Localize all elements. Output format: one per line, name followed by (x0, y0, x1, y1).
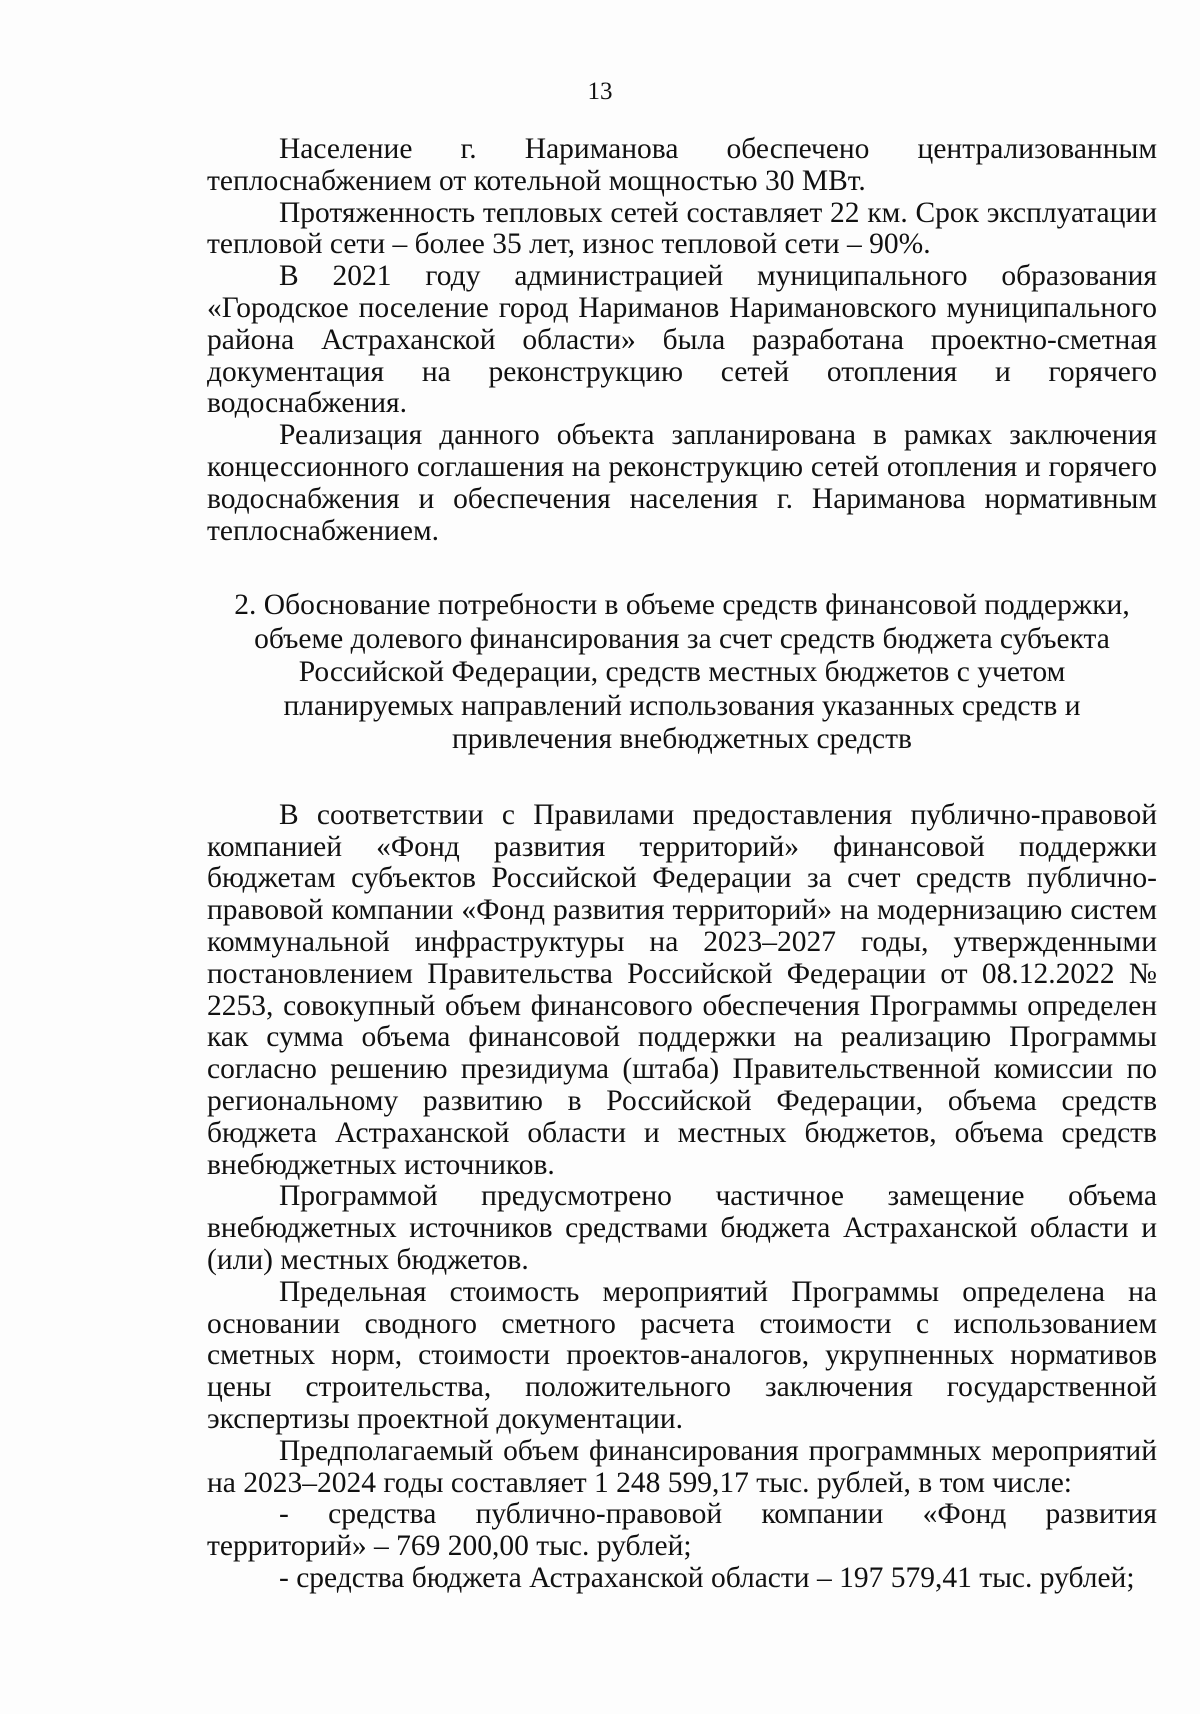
section-heading (207, 589, 1157, 757)
section-heading-line: Российской Федерации, средств местных бюджетов с учетом (298, 656, 1066, 689)
paragraph-heat-supply: Население г. Нариманова обеспечено централизованным теплоснабжением от котельной мощностью 30 МВт. (207, 133, 1157, 197)
section-heading-line: 2. Обоснование потребности в объеме средств финансовой поддержки, (234, 589, 1130, 622)
paragraph-design-documentation: В 2021 году администрацией муниципального образования «Городское поселение город Нариманов Наримановского муниципального района Астраханской области» была разработана проектно-сметная документация на реконструкцию сетей отопления и горячего водоснабжения. (207, 260, 1157, 420)
section-heading-line: планируемых направлений использования указанных средств и (283, 689, 1081, 722)
paragraph-financing-total: Предполагаемый объем финансирования программных мероприятий на 2023–2024 годы составляет 1 248 599,17 тыс. рублей, в том числе: (207, 1434, 1157, 1499)
list-item-fund-resources: - средства публично-правовой компании «Фонд развития территорий» – 769 200,00 тыс. рублей; (207, 1498, 1157, 1563)
section-heading-line: объеме долевого финансирования за счет средств бюджета субъекта (254, 622, 1110, 655)
section-heading-line: привлечения внебюджетных средств (452, 723, 912, 756)
page-number: 13 (587, 78, 613, 105)
paragraph-concession: Реализация данного объекта запланирована в рамках заключения концессионного соглашения на реконструкцию сетей отопления и горячего водоснабжения и обеспечения населения г. Нариманова нормативным теплоснабжением. (207, 419, 1157, 547)
paragraph-network-length: Протяженность тепловых сетей составляет 22 км. Срок эксплуатации тепловой сети – более 35 лет, износ тепловой сети – 90%. (207, 196, 1157, 261)
list-item-regional-budget: - средства бюджета Астраханской области – 197 579,41 тыс. рублей; (279, 1561, 1135, 1594)
document-body (207, 134, 1157, 1595)
paragraph-cost-limit: Предельная стоимость мероприятий Программы определена на основании сводного сметного расчета стоимости с использованием сметных норм, стоимости проектов-аналогов, укрупненных нормативов цены строительства, положительного заключения государственной экспертизы проектной документации. (207, 1275, 1157, 1435)
paragraph-rules: В соответствии с Правилами предоставления публично-правовой компанией «Фонд развития территорий» финансовой поддержки бюджетам субъектов Российской Федерации за счет средств публично-правовой компании «Фонд развития территорий» на модернизацию систем коммунальной инфраструктуры на 2023–2027 годы, утвержденными постановлением Правительства Российской Федерации от 08.12.2022 № 2253, совокупный объем финансового обеспечения Программы определен как сумма объема финансовой поддержки на реализацию Программы согласно решению президиума (штаба) Правительственной комиссии по региональному развитию в Российской Федерации, объема средств бюджета Астраханской области и местных бюджетов, объема средств внебюджетных источников. (207, 798, 1157, 1181)
paragraph-partial-replacement: Программой предусмотрено частичное замещение объема внебюджетных источников средствами бюджета Астраханской области и (или) местных бюджетов. (207, 1180, 1157, 1277)
